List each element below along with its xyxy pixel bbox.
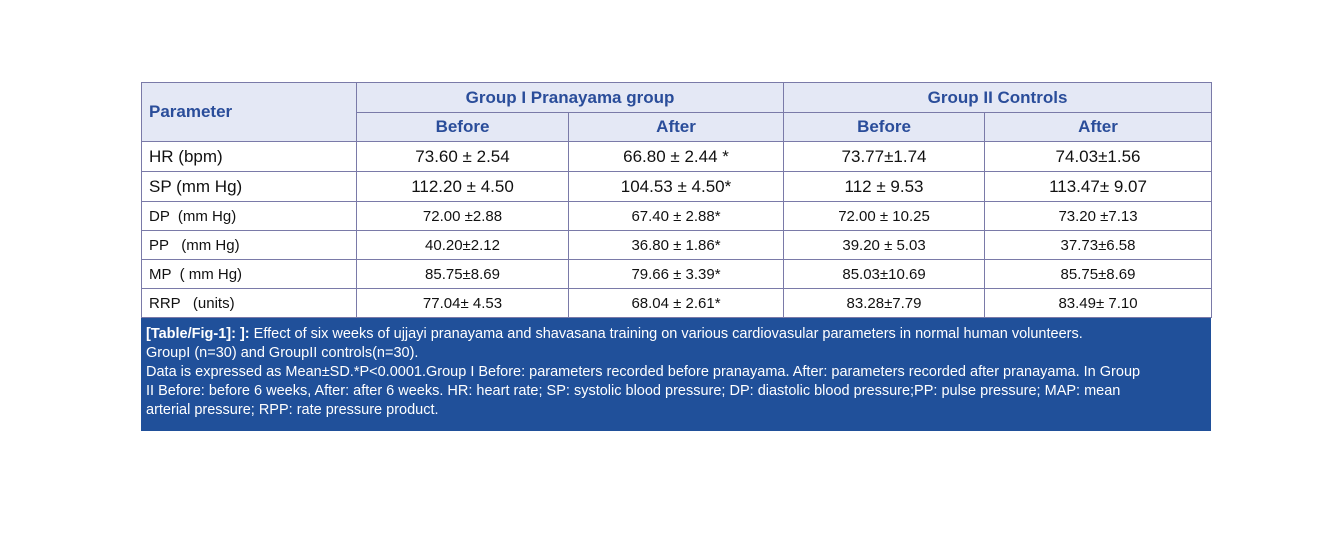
value-cell: 68.04 ± 2.61* xyxy=(569,289,784,318)
value-cell: 85.75±8.69 xyxy=(985,260,1212,289)
table-caption xyxy=(141,318,1211,431)
value-cell: 85.75±8.69 xyxy=(357,260,569,289)
results-table xyxy=(141,82,1212,318)
value-cell: 83.28±7.79 xyxy=(784,289,985,318)
caption-abbreviations-end: arterial pressure; RPP: rate pressure product. xyxy=(146,402,439,418)
value-cell: 73.77±1.74 xyxy=(784,142,985,172)
param-cell: MP ( mm Hg) xyxy=(142,260,357,289)
value-cell: 104.53 ± 4.50* xyxy=(569,172,784,202)
table-row xyxy=(142,202,1212,231)
value-cell: 72.00 ±2.88 xyxy=(357,202,569,231)
caption-title: Effect of six weeks of ujjayi pranayama and shavasana training on various cardiovasular parameters in normal human volunteers. xyxy=(249,326,1083,342)
g2-before-header: Before xyxy=(784,113,985,142)
table-row xyxy=(142,260,1212,289)
table-row xyxy=(142,289,1212,318)
param-cell: DP (mm Hg) xyxy=(142,202,357,231)
g2-after-header: After xyxy=(985,113,1212,142)
caption-note: Data is expressed as Mean±SD.*P<0.0001.Group I Before: parameters recorded before pranayama. After: parameters recorded after pranayama. In Group xyxy=(146,364,1141,380)
group2-header: Group II Controls xyxy=(784,83,1212,113)
param-cell: PP (mm Hg) xyxy=(142,231,357,260)
value-cell: 73.60 ± 2.54 xyxy=(357,142,569,172)
value-cell: 66.80 ± 2.44 * xyxy=(569,142,784,172)
param-cell: SP (mm Hg) xyxy=(142,172,357,202)
table-row xyxy=(142,142,1212,172)
value-cell: 113.47± 9.07 xyxy=(985,172,1212,202)
value-cell: 77.04± 4.53 xyxy=(357,289,569,318)
value-cell: 73.20 ±7.13 xyxy=(985,202,1212,231)
table-figure xyxy=(141,82,1211,431)
value-cell: 37.73±6.58 xyxy=(985,231,1212,260)
group1-header: Group I Pranayama group xyxy=(357,83,784,113)
value-cell: 83.49± 7.10 xyxy=(985,289,1212,318)
value-cell: 39.20 ± 5.03 xyxy=(784,231,985,260)
caption-label: [Table/Fig-1]: ]: xyxy=(146,326,250,342)
value-cell: 67.40 ± 2.88* xyxy=(569,202,784,231)
param-cell: HR (bpm) xyxy=(142,142,357,172)
value-cell: 112.20 ± 4.50 xyxy=(357,172,569,202)
value-cell: 72.00 ± 10.25 xyxy=(784,202,985,231)
g1-before-header: Before xyxy=(357,113,569,142)
value-cell: 74.03±1.56 xyxy=(985,142,1212,172)
value-cell: 79.66 ± 3.39* xyxy=(569,260,784,289)
param-cell: RRP (units) xyxy=(142,289,357,318)
parameter-header: Parameter xyxy=(142,83,357,142)
table-row xyxy=(142,172,1212,202)
table-row xyxy=(142,231,1212,260)
caption-abbreviations: II Before: before 6 weeks, After: after 6 weeks. HR: heart rate; SP: systolic blood pressure; DP: diastolic blood pressure;PP: pulse pressure; MAP: mean xyxy=(146,383,1121,399)
value-cell: 36.80 ± 1.86* xyxy=(569,231,784,260)
g1-after-header: After xyxy=(569,113,784,142)
value-cell: 85.03±10.69 xyxy=(784,260,985,289)
caption-groups: GroupI (n=30) and GroupII controls(n=30). xyxy=(146,345,419,361)
value-cell: 112 ± 9.53 xyxy=(784,172,985,202)
value-cell: 40.20±2.12 xyxy=(357,231,569,260)
